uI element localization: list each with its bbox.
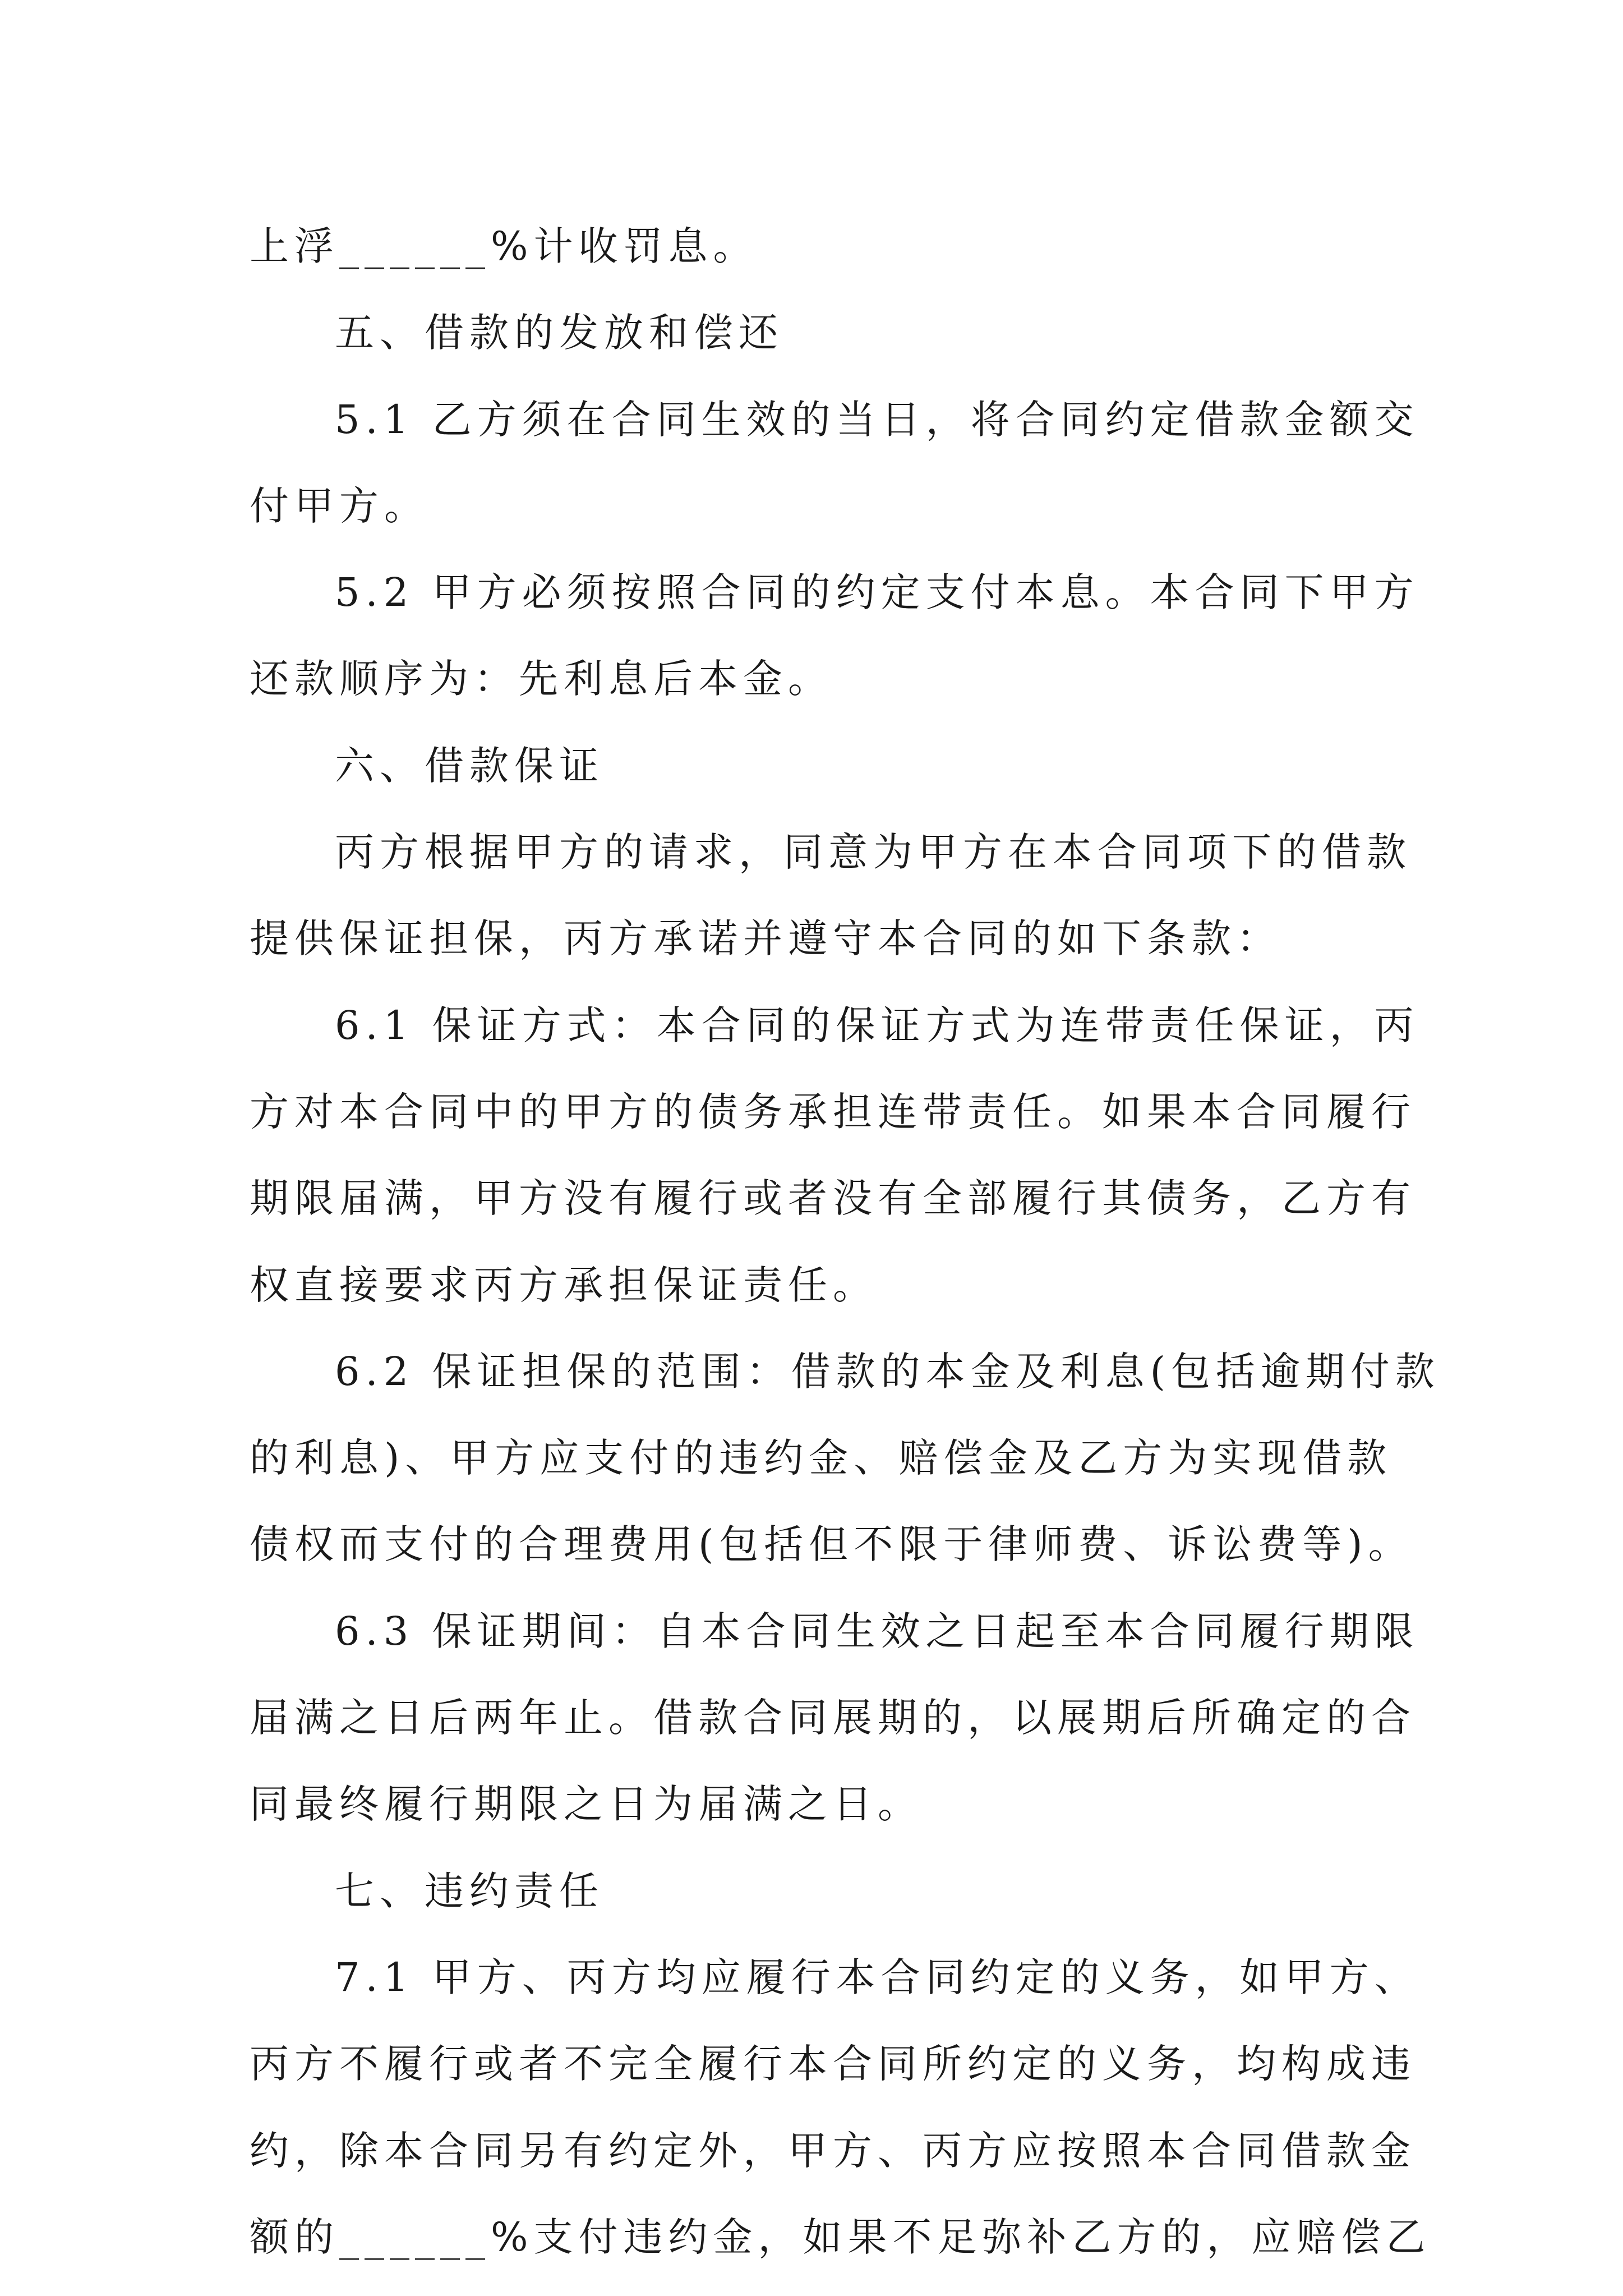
text-line: 5.1 乙方须在合同生效的当日，将合同约定借款金额交 (335, 396, 1419, 443)
text-line: 5.2 甲方必须按照合同的约定支付本息。本合同下甲方 (335, 569, 1419, 616)
text-line: 丙方根据甲方的请求，同意为甲方在本合同项下的借款 (335, 829, 1412, 876)
text-line: 6.3 保证期间：自本合同生效之日起至本合同履行期限 (335, 1608, 1419, 1654)
text-line: 提供保证担保，丙方承诺并遵守本合同的如下条款： (250, 915, 1281, 962)
section-heading-loan-disbursement: 五、借款的发放和偿还 (335, 310, 783, 356)
text-line: 债权而支付的合理费用(包括但不限于律师费、诉讼费等)。 (250, 1521, 1413, 1568)
text-line: 上浮______%计收罚息。 (250, 223, 758, 269)
text-line: 丙方不履行或者不完全履行本合同所约定的义务，均构成违 (250, 2041, 1416, 2087)
contract-body-text (250, 203, 1440, 2280)
text-line: 同最终履行期限之日为届满之日。 (250, 1781, 923, 1828)
text-line: 期限届满，甲方没有履行或者没有全部履行其债务，乙方有 (250, 1175, 1416, 1222)
text-line: 6.2 保证担保的范围：借款的本金及利息(包括逾期付款 (335, 1348, 1440, 1395)
text-line: 约，除本合同另有约定外，甲方、丙方应按照本合同借款金 (250, 2127, 1416, 2174)
text-line: 7.1 甲方、丙方均应履行本合同约定的义务，如甲方、 (335, 1954, 1419, 2000)
text-line: 额的______%支付违约金，如果不足弥补乙方的，应赔偿乙 (250, 2214, 1431, 2260)
text-line: 的利息)、甲方应支付的违约金、赔偿金及乙方为实现借款 (250, 1435, 1393, 1481)
text-line: 还款顺序为：先利息后本金。 (250, 656, 833, 702)
text-line: 届满之日后两年止。借款合同展期的，以展期后所确定的合 (250, 1695, 1416, 1741)
text-line: 权直接要求丙方承担保证责任。 (250, 1262, 878, 1308)
text-line: 方对本合同中的甲方的债务承担连带责任。如果本合同履行 (250, 1088, 1416, 1135)
section-heading-loan-guarantee: 六、借款保证 (335, 742, 604, 789)
text-line: 付甲方。 (250, 482, 429, 529)
section-heading-breach-liability: 七、违约责任 (335, 1867, 604, 1914)
text-line: 6.1 保证方式：本合同的保证方式为连带责任保证，丙 (335, 1002, 1419, 1048)
